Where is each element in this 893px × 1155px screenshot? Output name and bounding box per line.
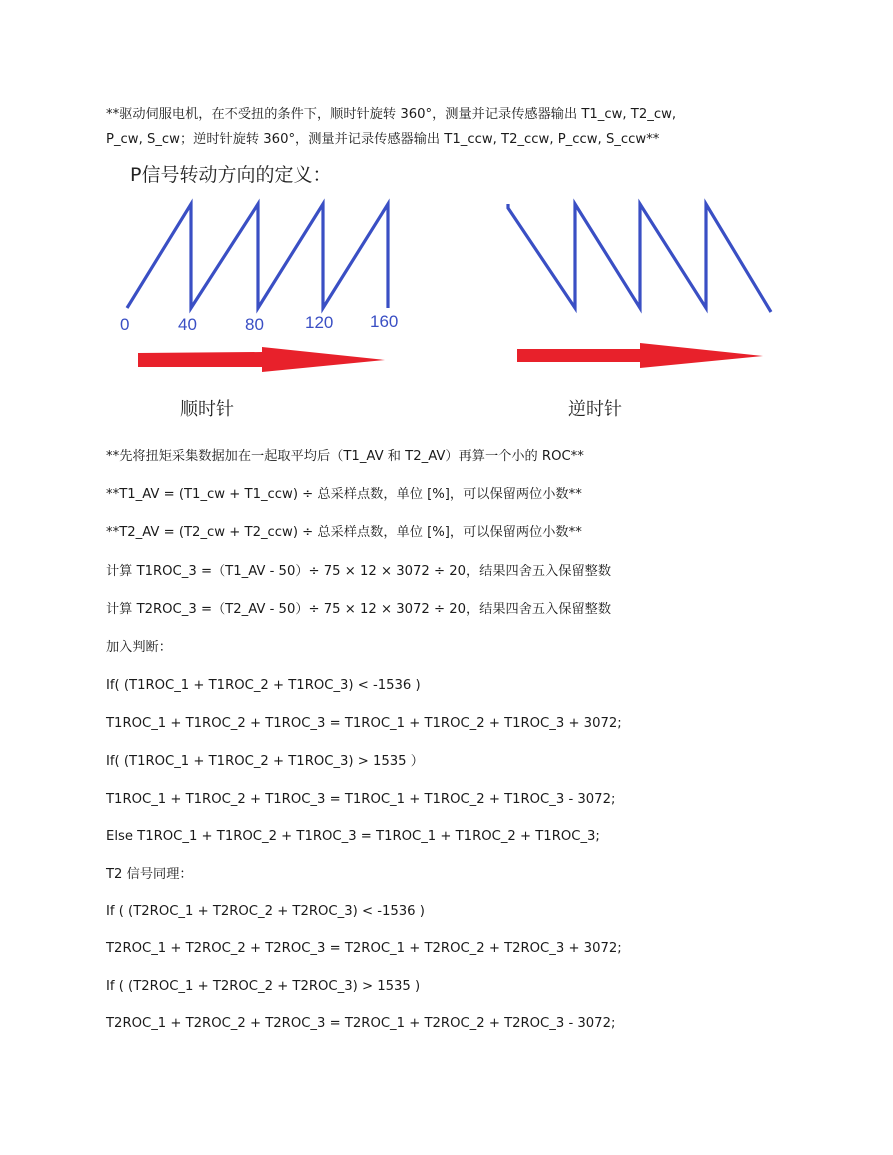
ccw-arrow (517, 343, 763, 368)
body-line-12: T2 信号同理： (106, 867, 193, 882)
body-line-14: T2ROC_1 + T2ROC_2 + T2ROC_3 = T2ROC_1 + T2ROC_2 + T2ROC_3 + 3072; (106, 941, 622, 956)
body-line-7: If( (T1ROC_1 + T1ROC_2 + T1ROC_3) < -1536 ) (106, 678, 421, 693)
body-line-3: **T2_AV = (T2_cw + T2_ccw) ÷ 总采样点数，单位 [%]，可以保留两位小数** (106, 525, 582, 540)
cw-caption: 顺时针 (180, 399, 234, 420)
body-line-8: T1ROC_1 + T1ROC_2 + T1ROC_3 = T1ROC_1 + T1ROC_2 + T1ROC_3 + 3072; (106, 716, 622, 731)
cw-wave-line (127, 204, 388, 308)
body-line-4: 计算 T1ROC_3 =（T1_AV - 50）÷ 75 × 12 × 3072 ÷ 20，结果四舍五入保留整数 (106, 564, 612, 579)
cw-sawtooth-wave (0, 0, 893, 420)
body-line-6: 加入判断： (106, 640, 172, 655)
ccw-wave-line (508, 204, 771, 312)
body-line-11: Else T1ROC_1 + T1ROC_2 + T1ROC_3 = T1ROC_1 + T1ROC_2 + T1ROC_3; (106, 829, 600, 844)
tick-label-120: 120 (305, 313, 334, 332)
tick-label-80: 80 (245, 315, 264, 334)
tick-label-40: 40 (178, 315, 197, 334)
intro-line-2: P_cw, S_cw；逆时针旋转 360°，测量并记录传感器输出 T1_ccw, T2_ccw, P_ccw, S_ccw** (106, 132, 660, 147)
ccw-caption: 逆时针 (568, 399, 622, 420)
body-line-5: 计算 T2ROC_3 =（T2_AV - 50）÷ 75 × 12 × 3072 ÷ 20，结果四舍五入保留整数 (106, 602, 612, 617)
cw-arrow (138, 347, 385, 372)
body-line-15: If ( (T2ROC_1 + T2ROC_2 + T2ROC_3) > 1535 ) (106, 979, 421, 994)
figure-title: P信号转动方向的定义： (130, 164, 332, 186)
tick-label-160: 160 (370, 312, 399, 331)
body-line-16: T2ROC_1 + T2ROC_2 + T2ROC_3 = T2ROC_1 + T2ROC_2 + T2ROC_3 - 3072; (106, 1016, 616, 1031)
intro-line-1: **驱动伺服电机，在不受扭的条件下，顺时针旋转 360°，测量并记录传感器输出 T1_cw, T2_cw, (106, 107, 677, 122)
body-line-10: T1ROC_1 + T1ROC_2 + T1ROC_3 = T1ROC_1 + T1ROC_2 + T1ROC_3 - 3072; (106, 792, 616, 807)
body-line-2: **T1_AV = (T1_cw + T1_ccw) ÷ 总采样点数，单位 [%]，可以保留两位小数** (106, 487, 582, 502)
body-line-1: **先将扭矩采集数据加在一起取平均后（T1_AV 和 T2_AV）再算一个小的 ROC** (106, 449, 584, 464)
body-line-9: If( (T1ROC_1 + T1ROC_2 + T1ROC_3) > 1535 ） (106, 754, 424, 769)
body-line-13: If ( (T2ROC_1 + T2ROC_2 + T2ROC_3) < -1536 ) (106, 904, 425, 919)
tick-label-0: 0 (120, 315, 130, 334)
